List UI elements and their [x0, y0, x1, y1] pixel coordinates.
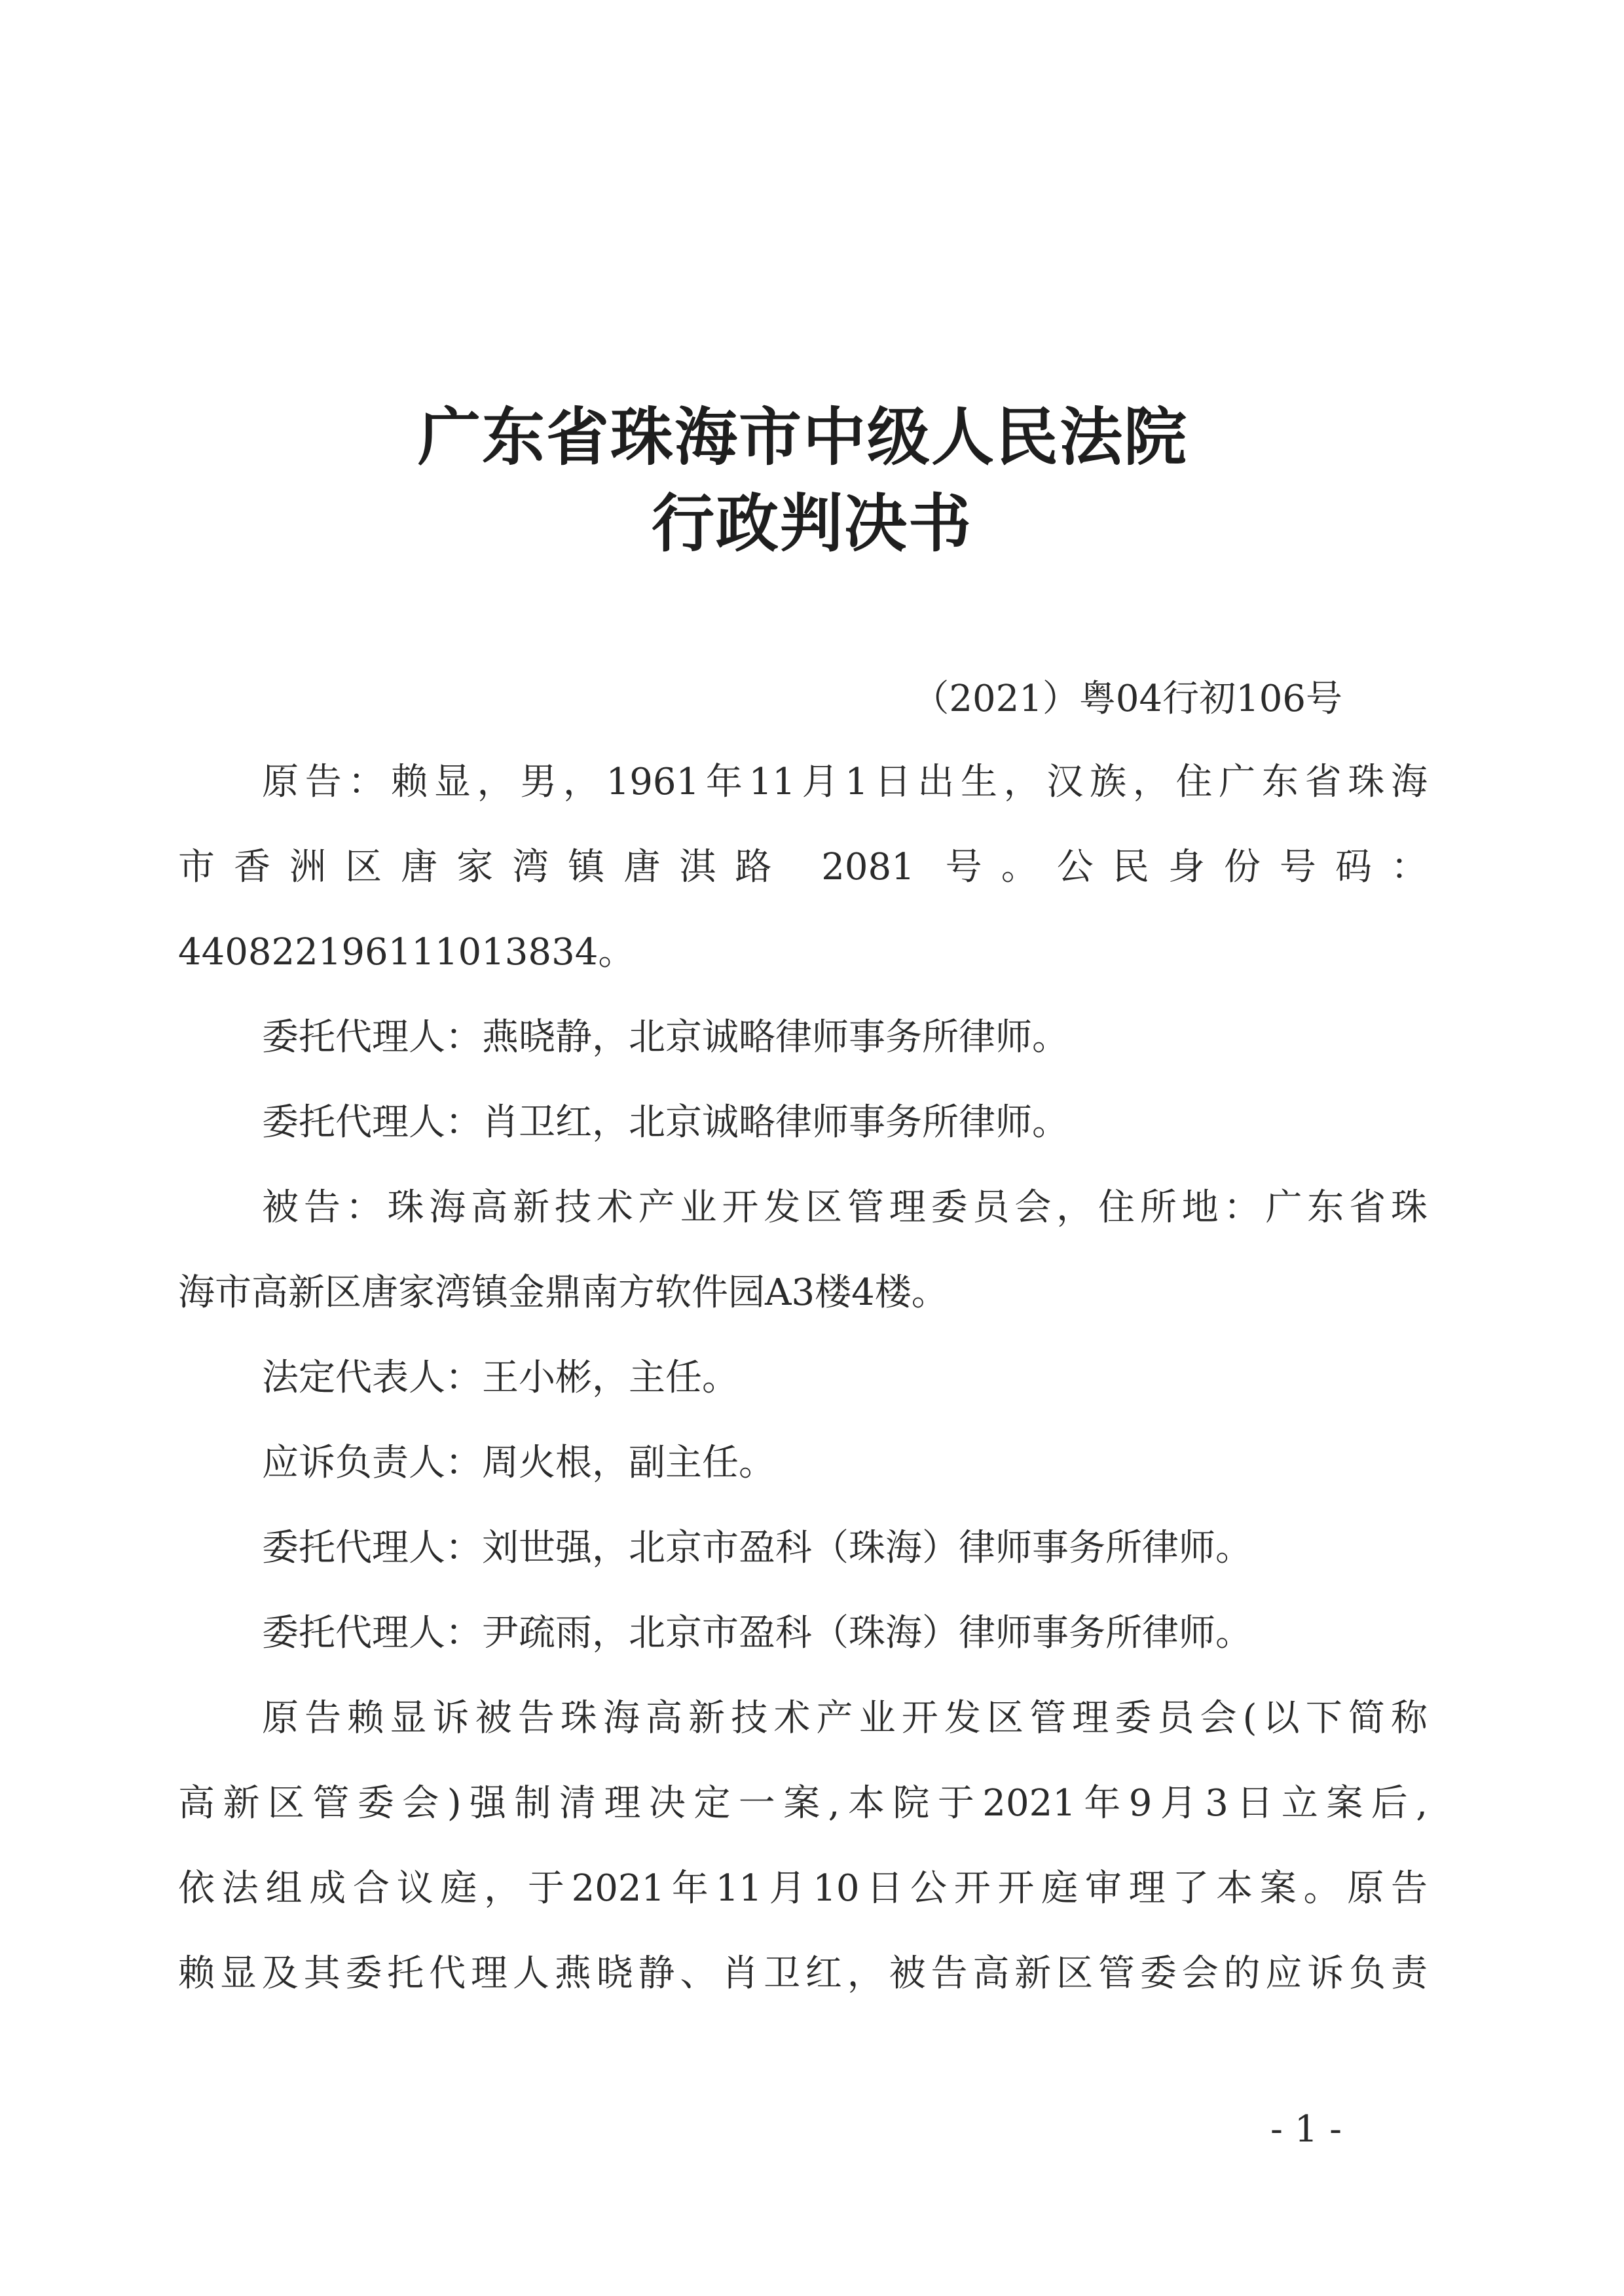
- defendant-line-1: 被告：珠海高新技术产业开发区管理委员会，住所地：广东省珠: [262, 1186, 1428, 1229]
- case-summary-line-3: 依法组成合议庭，于2021年11月10日公开开庭审理了本案。原告: [178, 1867, 1428, 1910]
- defendant-agent-2: 委托代理人：尹疏雨，北京市盈科（珠海）律师事务所律师。: [262, 1612, 1252, 1654]
- responding-officer: 应诉负责人：周火根，副主任。: [262, 1442, 775, 1484]
- court-name-title: 广东省珠海市中级人民法院: [418, 400, 1188, 474]
- case-summary-line-1: 原告赖显诉被告珠海高新技术产业开发区管理委员会(以下简称: [262, 1697, 1428, 1740]
- plaintiff-id-number: 440822196111013834。: [178, 931, 635, 974]
- plaintiff-line-2: 市香洲区唐家湾镇唐淇路 2081 号。公民身份号码：: [178, 846, 1428, 888]
- plaintiff-agent-2: 委托代理人：肖卫红，北京诚略律师事务所律师。: [262, 1101, 1069, 1144]
- legal-representative: 法定代表人：王小彬，主任。: [262, 1357, 739, 1399]
- plaintiff-line-1: 原告：赖显，男，1961年11月1日出生，汉族，住广东省珠海: [262, 761, 1428, 803]
- plaintiff-agent-1: 委托代理人：燕晓静，北京诚略律师事务所律师。: [262, 1016, 1069, 1059]
- defendant-line-2: 海市高新区唐家湾镇金鼎南方软件园A3楼4楼。: [178, 1271, 948, 1314]
- case-number: （2021）粤04行初106号: [912, 678, 1342, 720]
- defendant-agent-1: 委托代理人：刘世强，北京市盈科（珠海）律师事务所律师。: [262, 1527, 1252, 1569]
- document-type-title: 行政判决书: [652, 486, 972, 560]
- case-summary-line-4: 赖显及其委托代理人燕晓静、肖卫红，被告高新区管委会的应诉负责: [178, 1952, 1428, 1995]
- case-summary-line-2: 高新区管委会)强制清理决定一案,本院于2021年9月3日立案后,: [178, 1782, 1428, 1825]
- page-number: - 1 -: [1270, 2108, 1342, 2151]
